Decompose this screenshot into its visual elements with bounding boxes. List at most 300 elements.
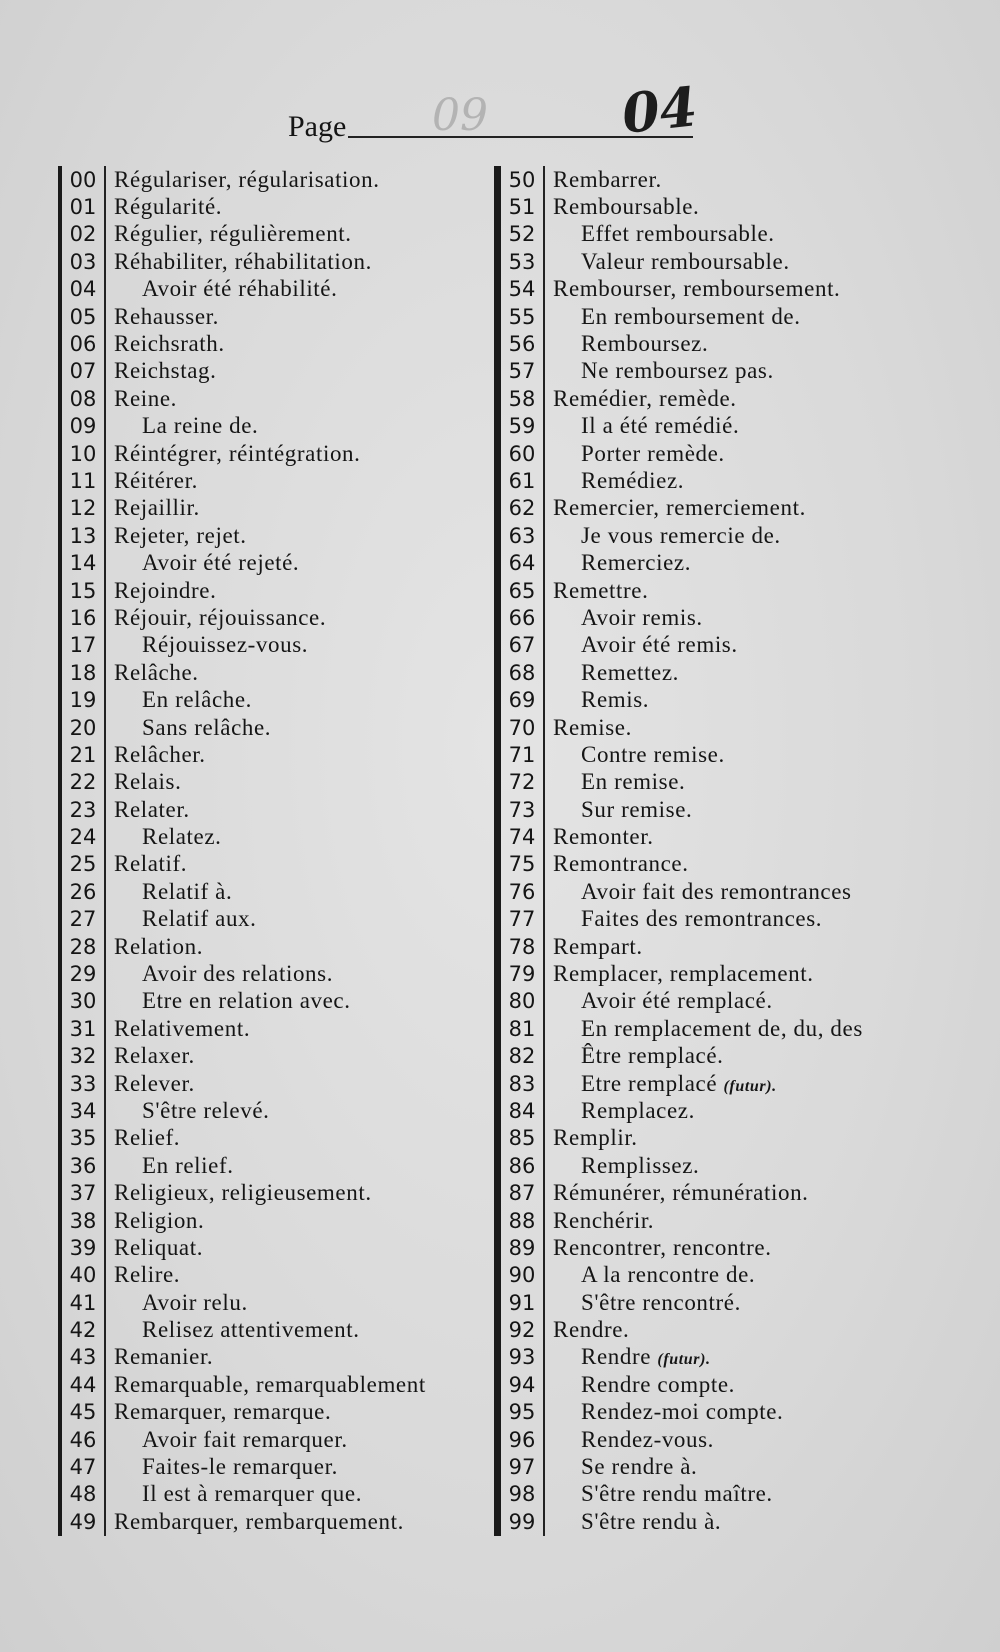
code-entry	[501, 1453, 971, 1480]
code-number: 08	[62, 385, 106, 412]
code-word-text: En remplacement de, du, des	[581, 1015, 863, 1041]
code-number: 58	[501, 385, 545, 412]
code-number: 34	[62, 1097, 106, 1124]
code-number: 22	[62, 769, 106, 796]
code-word	[545, 906, 822, 932]
code-number: 15	[62, 577, 106, 604]
code-entry	[62, 1262, 522, 1289]
page-label: Page	[288, 110, 347, 143]
code-entry	[501, 1344, 971, 1371]
code-word	[106, 523, 247, 549]
code-word	[545, 742, 725, 768]
code-word	[106, 1125, 180, 1151]
code-number: 12	[62, 495, 106, 522]
code-number: 01	[62, 193, 106, 220]
code-word	[106, 1399, 331, 1425]
code-word	[545, 1290, 741, 1316]
code-number: 74	[501, 823, 545, 850]
code-number: 98	[501, 1481, 545, 1508]
code-number: 17	[62, 632, 106, 659]
code-word	[106, 605, 326, 631]
code-entry	[62, 248, 522, 275]
code-column-right	[494, 166, 971, 1536]
code-entry	[501, 577, 971, 604]
code-entry	[62, 1426, 522, 1453]
code-word-text: Je vous remercie de.	[581, 522, 781, 548]
code-word	[106, 1509, 404, 1535]
code-word	[545, 1098, 695, 1124]
code-word-text: Relisez attentivement.	[142, 1317, 360, 1343]
code-word	[545, 797, 692, 823]
code-number: 76	[501, 878, 545, 905]
code-word-text: Remboursez.	[581, 331, 709, 357]
code-word	[106, 167, 380, 193]
code-word	[545, 879, 852, 905]
code-word	[545, 961, 814, 987]
code-word	[106, 276, 337, 302]
code-word	[545, 1071, 777, 1097]
code-word	[545, 468, 684, 494]
code-entry	[501, 467, 971, 494]
code-word	[545, 1454, 697, 1480]
code-word-text: S'être rendu à.	[581, 1508, 722, 1534]
code-entry	[62, 906, 522, 933]
code-number: 57	[501, 358, 545, 385]
code-entry	[62, 166, 522, 193]
code-entry	[501, 522, 971, 549]
code-number: 28	[62, 933, 106, 960]
code-entry	[501, 1043, 971, 1070]
code-entry	[501, 193, 971, 220]
code-word	[545, 605, 703, 631]
code-word-text: Renchérir.	[553, 1207, 655, 1233]
code-word-text: Rendez-vous.	[581, 1426, 715, 1452]
code-entry	[501, 632, 971, 659]
code-number: 05	[62, 303, 106, 330]
code-word	[106, 1290, 248, 1316]
code-entry	[501, 221, 971, 248]
code-number: 37	[62, 1179, 106, 1206]
code-word-text: Remonter.	[553, 824, 654, 850]
code-word-text: Relativement.	[114, 1015, 251, 1041]
code-word	[545, 824, 654, 850]
code-word-text: La reine de.	[142, 413, 259, 439]
code-entry	[501, 1289, 971, 1316]
code-word	[545, 1262, 755, 1288]
code-number: 71	[501, 741, 545, 768]
code-number: 51	[501, 193, 545, 220]
code-entry	[501, 1070, 971, 1097]
code-word-text: Remédiez.	[581, 467, 685, 493]
code-word-text: Remercier, remerciement.	[553, 495, 806, 521]
code-word-text: Etre en relation avec.	[142, 988, 351, 1014]
code-word	[106, 769, 181, 795]
code-entry	[501, 960, 971, 987]
code-entry	[501, 988, 971, 1015]
code-word	[545, 523, 781, 549]
code-word	[545, 660, 679, 686]
code-number: 80	[501, 988, 545, 1015]
code-number: 79	[501, 960, 545, 987]
code-entry	[501, 714, 971, 741]
code-number: 10	[62, 440, 106, 467]
code-number: 03	[62, 248, 106, 275]
code-word-text: Avoir remis.	[581, 604, 703, 630]
code-word	[106, 550, 299, 576]
code-word	[545, 632, 738, 658]
code-word-text: Rembourser, remboursement.	[553, 276, 841, 302]
code-entry	[501, 1262, 971, 1289]
code-word	[106, 988, 351, 1014]
code-number: 27	[62, 906, 106, 933]
code-word-text: Religion.	[114, 1207, 205, 1233]
code-word-text: Réjouir, réjouissance.	[114, 604, 327, 630]
code-entry	[501, 1097, 971, 1124]
code-number: 23	[62, 796, 106, 823]
code-entry	[501, 1399, 971, 1426]
code-number: 02	[62, 221, 106, 248]
code-number: 54	[501, 276, 545, 303]
code-number: 19	[62, 686, 106, 713]
code-word-text: Réjouissez-vous.	[142, 632, 309, 658]
code-word-text: Effet remboursable.	[581, 221, 775, 247]
code-entry	[501, 823, 971, 850]
code-word-text: Sans relâche.	[142, 714, 272, 740]
code-entry	[62, 1371, 522, 1398]
code-word-text: Réintégrer, réintégration.	[114, 440, 361, 466]
code-word	[106, 1235, 203, 1261]
code-number: 73	[501, 796, 545, 823]
code-word-text: Se rendre à.	[581, 1454, 698, 1480]
code-word	[106, 715, 271, 741]
code-number: 70	[501, 714, 545, 741]
code-word-text: Remplacer, remplacement.	[553, 961, 814, 987]
code-word-text: Réhabiliter, réhabilitation.	[114, 248, 372, 274]
code-word-text: Relief.	[114, 1125, 181, 1151]
code-word-text: Avoir fait des remontrances	[581, 878, 852, 904]
code-word-text: Rempart.	[553, 933, 643, 959]
code-number: 63	[501, 522, 545, 549]
code-word	[106, 632, 308, 658]
code-word-text: Contre remise.	[581, 741, 725, 767]
code-word-note: (futur).	[657, 1351, 711, 1369]
code-number: 14	[62, 549, 106, 576]
code-number: 29	[62, 960, 106, 987]
code-word-text: Rémunérer, rémunération.	[553, 1180, 809, 1206]
code-word	[106, 1344, 213, 1370]
code-number: 18	[62, 659, 106, 686]
code-word-text: Remédier, remède.	[553, 385, 737, 411]
code-entry	[501, 495, 971, 522]
code-word-text: Rejaillir.	[114, 495, 200, 521]
code-number: 90	[501, 1262, 545, 1289]
code-word	[106, 1454, 338, 1480]
code-number: 42	[62, 1316, 106, 1343]
code-entry	[62, 1508, 522, 1535]
code-entry	[62, 193, 522, 220]
code-word-text: Remarquer, remarque.	[114, 1399, 332, 1425]
code-word-text: Faites des remontrances.	[581, 906, 823, 932]
code-word-text: Avoir fait remarquer.	[142, 1426, 348, 1452]
code-word-text: Rejoindre.	[114, 577, 217, 603]
code-word-text: Remettez.	[581, 659, 679, 685]
code-word	[106, 1372, 426, 1398]
code-entry	[501, 878, 971, 905]
code-entry	[62, 823, 522, 850]
code-word	[545, 988, 773, 1014]
code-word-text: Réitérer.	[114, 467, 198, 493]
code-word-text: Rehausser.	[114, 303, 220, 329]
code-word	[106, 961, 333, 987]
code-number: 52	[501, 221, 545, 248]
code-entry	[62, 1289, 522, 1316]
code-entry	[62, 303, 522, 330]
code-entry	[62, 1481, 522, 1508]
code-word	[106, 1481, 362, 1507]
code-entry	[501, 1179, 971, 1206]
code-entry	[501, 440, 971, 467]
code-word-text: Être remplacé.	[581, 1043, 724, 1069]
code-entry	[501, 549, 971, 576]
code-word	[106, 1016, 250, 1042]
code-entry	[501, 1152, 971, 1179]
code-entry	[501, 906, 971, 933]
code-entry	[62, 1043, 522, 1070]
code-number: 97	[501, 1453, 545, 1480]
code-entry	[501, 686, 971, 713]
code-word	[545, 386, 737, 412]
code-word	[545, 934, 643, 960]
code-word-text: Remplissez.	[581, 1152, 700, 1178]
code-number: 66	[501, 604, 545, 631]
code-word-text: Religieux, religieusement.	[114, 1180, 372, 1206]
code-word-text: Relater.	[114, 796, 190, 822]
code-word	[545, 769, 685, 795]
code-number: 48	[62, 1481, 106, 1508]
code-number: 25	[62, 851, 106, 878]
code-number: 41	[62, 1289, 106, 1316]
code-word-text: Reine.	[114, 385, 177, 411]
code-word-text: S'être rendu maître.	[581, 1481, 773, 1507]
code-entry	[62, 878, 522, 905]
code-word	[545, 1317, 629, 1343]
code-word-text: Valeur remboursable.	[581, 248, 790, 274]
code-number: 04	[62, 276, 106, 303]
code-entry	[62, 714, 522, 741]
code-entry	[501, 385, 971, 412]
code-entry	[62, 1097, 522, 1124]
code-entry	[62, 1344, 522, 1371]
code-word	[106, 386, 177, 412]
code-number: 60	[501, 440, 545, 467]
code-number: 43	[62, 1344, 106, 1371]
code-word-text: Rembarrer.	[553, 166, 662, 192]
code-word-text: Régulier, régulièrement.	[114, 221, 352, 247]
code-number: 32	[62, 1043, 106, 1070]
code-number: 83	[501, 1070, 545, 1097]
code-entry	[62, 988, 522, 1015]
code-word-text: En remise.	[581, 769, 686, 795]
code-entry	[62, 495, 522, 522]
code-word-text: Rendre.	[553, 1317, 630, 1343]
code-number: 45	[62, 1399, 106, 1426]
code-word-text: Rejeter, rejet.	[114, 522, 247, 548]
code-number: 59	[501, 413, 545, 440]
code-number: 84	[501, 1097, 545, 1124]
code-number: 68	[501, 659, 545, 686]
code-number: 69	[501, 686, 545, 713]
code-number: 96	[501, 1426, 545, 1453]
code-word	[106, 1427, 348, 1453]
code-number: 30	[62, 988, 106, 1015]
code-word-text: Rendre	[581, 1344, 652, 1370]
code-entry	[501, 1371, 971, 1398]
code-number: 40	[62, 1262, 106, 1289]
code-number: 24	[62, 823, 106, 850]
code-word	[545, 1153, 699, 1179]
code-word	[106, 304, 219, 330]
code-number: 16	[62, 604, 106, 631]
code-number: 53	[501, 248, 545, 275]
code-entry	[501, 1234, 971, 1261]
code-word	[106, 879, 232, 905]
code-number: 61	[501, 467, 545, 494]
code-word	[545, 358, 774, 384]
code-number: 95	[501, 1399, 545, 1426]
code-entry	[62, 1179, 522, 1206]
code-word	[545, 550, 691, 576]
code-entry	[62, 440, 522, 467]
code-entry	[501, 303, 971, 330]
code-number: 65	[501, 577, 545, 604]
code-word-text: Relâche.	[114, 659, 199, 685]
code-word	[545, 249, 790, 275]
code-word	[545, 578, 648, 604]
code-entry	[62, 604, 522, 631]
code-word	[106, 331, 225, 357]
code-number: 49	[62, 1508, 106, 1535]
code-entry	[62, 1234, 522, 1261]
code-word	[545, 851, 689, 877]
code-entry	[62, 1015, 522, 1042]
code-entry	[62, 960, 522, 987]
code-word	[545, 331, 708, 357]
code-entry	[501, 1426, 971, 1453]
code-word	[545, 1427, 714, 1453]
code-word	[106, 358, 216, 384]
code-number: 21	[62, 741, 106, 768]
code-entry	[501, 1125, 971, 1152]
code-entry	[62, 769, 522, 796]
code-entry	[62, 549, 522, 576]
code-number: 36	[62, 1152, 106, 1179]
code-word-text: Porter remède.	[581, 440, 725, 466]
code-entry	[62, 851, 522, 878]
code-word	[106, 441, 361, 467]
code-word	[106, 742, 206, 768]
code-word-text: Remboursable.	[553, 194, 700, 220]
code-word-text: En relâche.	[142, 687, 253, 713]
code-word-text: En relief.	[142, 1152, 234, 1178]
code-word-text: S'être rencontré.	[581, 1289, 741, 1315]
code-word	[545, 1344, 711, 1370]
code-word	[106, 934, 203, 960]
code-entry	[62, 659, 522, 686]
code-number: 64	[501, 549, 545, 576]
code-word	[106, 194, 222, 220]
code-word	[106, 1180, 372, 1206]
code-entry	[501, 659, 971, 686]
code-word-text: Remplir.	[553, 1125, 638, 1151]
code-word-text: Rendre compte.	[581, 1371, 736, 1397]
code-word	[106, 824, 222, 850]
code-number: 89	[501, 1234, 545, 1261]
code-word-text: Relatif.	[114, 851, 188, 877]
code-word-text: Il est à remarquer que.	[142, 1481, 363, 1507]
code-entry	[501, 933, 971, 960]
code-word	[106, 495, 200, 521]
code-number: 93	[501, 1344, 545, 1371]
code-number: 67	[501, 632, 545, 659]
code-entry	[62, 221, 522, 248]
code-word-text: Relatif aux.	[142, 906, 257, 932]
pencil-page-mark: 09	[432, 90, 488, 141]
code-entry	[62, 1453, 522, 1480]
code-number: 88	[501, 1207, 545, 1234]
code-word-text: Relais.	[114, 769, 182, 795]
code-word	[106, 249, 372, 275]
code-word-text: Avoir été réhabilité.	[142, 276, 338, 302]
code-word-text: Relaxer.	[114, 1043, 195, 1069]
code-word-text: Reichsrath.	[114, 331, 225, 357]
code-word	[106, 851, 187, 877]
code-word-text: Rendez-moi compte.	[581, 1399, 784, 1425]
code-number: 86	[501, 1152, 545, 1179]
code-word-text: Etre remplacé	[581, 1070, 718, 1096]
code-entry	[62, 358, 522, 385]
code-entry	[501, 741, 971, 768]
code-number: 44	[62, 1371, 106, 1398]
code-word	[545, 441, 725, 467]
code-word-text: Rencontrer, rencontre.	[553, 1234, 772, 1260]
code-word	[545, 304, 801, 330]
code-number: 38	[62, 1207, 106, 1234]
code-number: 91	[501, 1289, 545, 1316]
code-word-text: Remise.	[553, 714, 632, 740]
code-word	[106, 468, 198, 494]
code-word	[106, 1043, 195, 1069]
code-entry	[501, 413, 971, 440]
code-entry	[62, 686, 522, 713]
code-entry	[62, 522, 522, 549]
code-number: 11	[62, 467, 106, 494]
code-word	[106, 797, 190, 823]
code-word-text: Remanier.	[114, 1344, 214, 1370]
code-entry	[501, 166, 971, 193]
code-word-text: Remerciez.	[581, 550, 692, 576]
code-word-text: Avoir des relations.	[142, 961, 334, 987]
code-word	[545, 194, 699, 220]
code-number: 81	[501, 1015, 545, 1042]
code-word	[106, 578, 216, 604]
code-number: 87	[501, 1179, 545, 1206]
code-entry	[62, 796, 522, 823]
code-number: 26	[62, 878, 106, 905]
code-word	[545, 276, 840, 302]
code-number: 06	[62, 330, 106, 357]
code-number: 82	[501, 1043, 545, 1070]
code-entry	[62, 385, 522, 412]
